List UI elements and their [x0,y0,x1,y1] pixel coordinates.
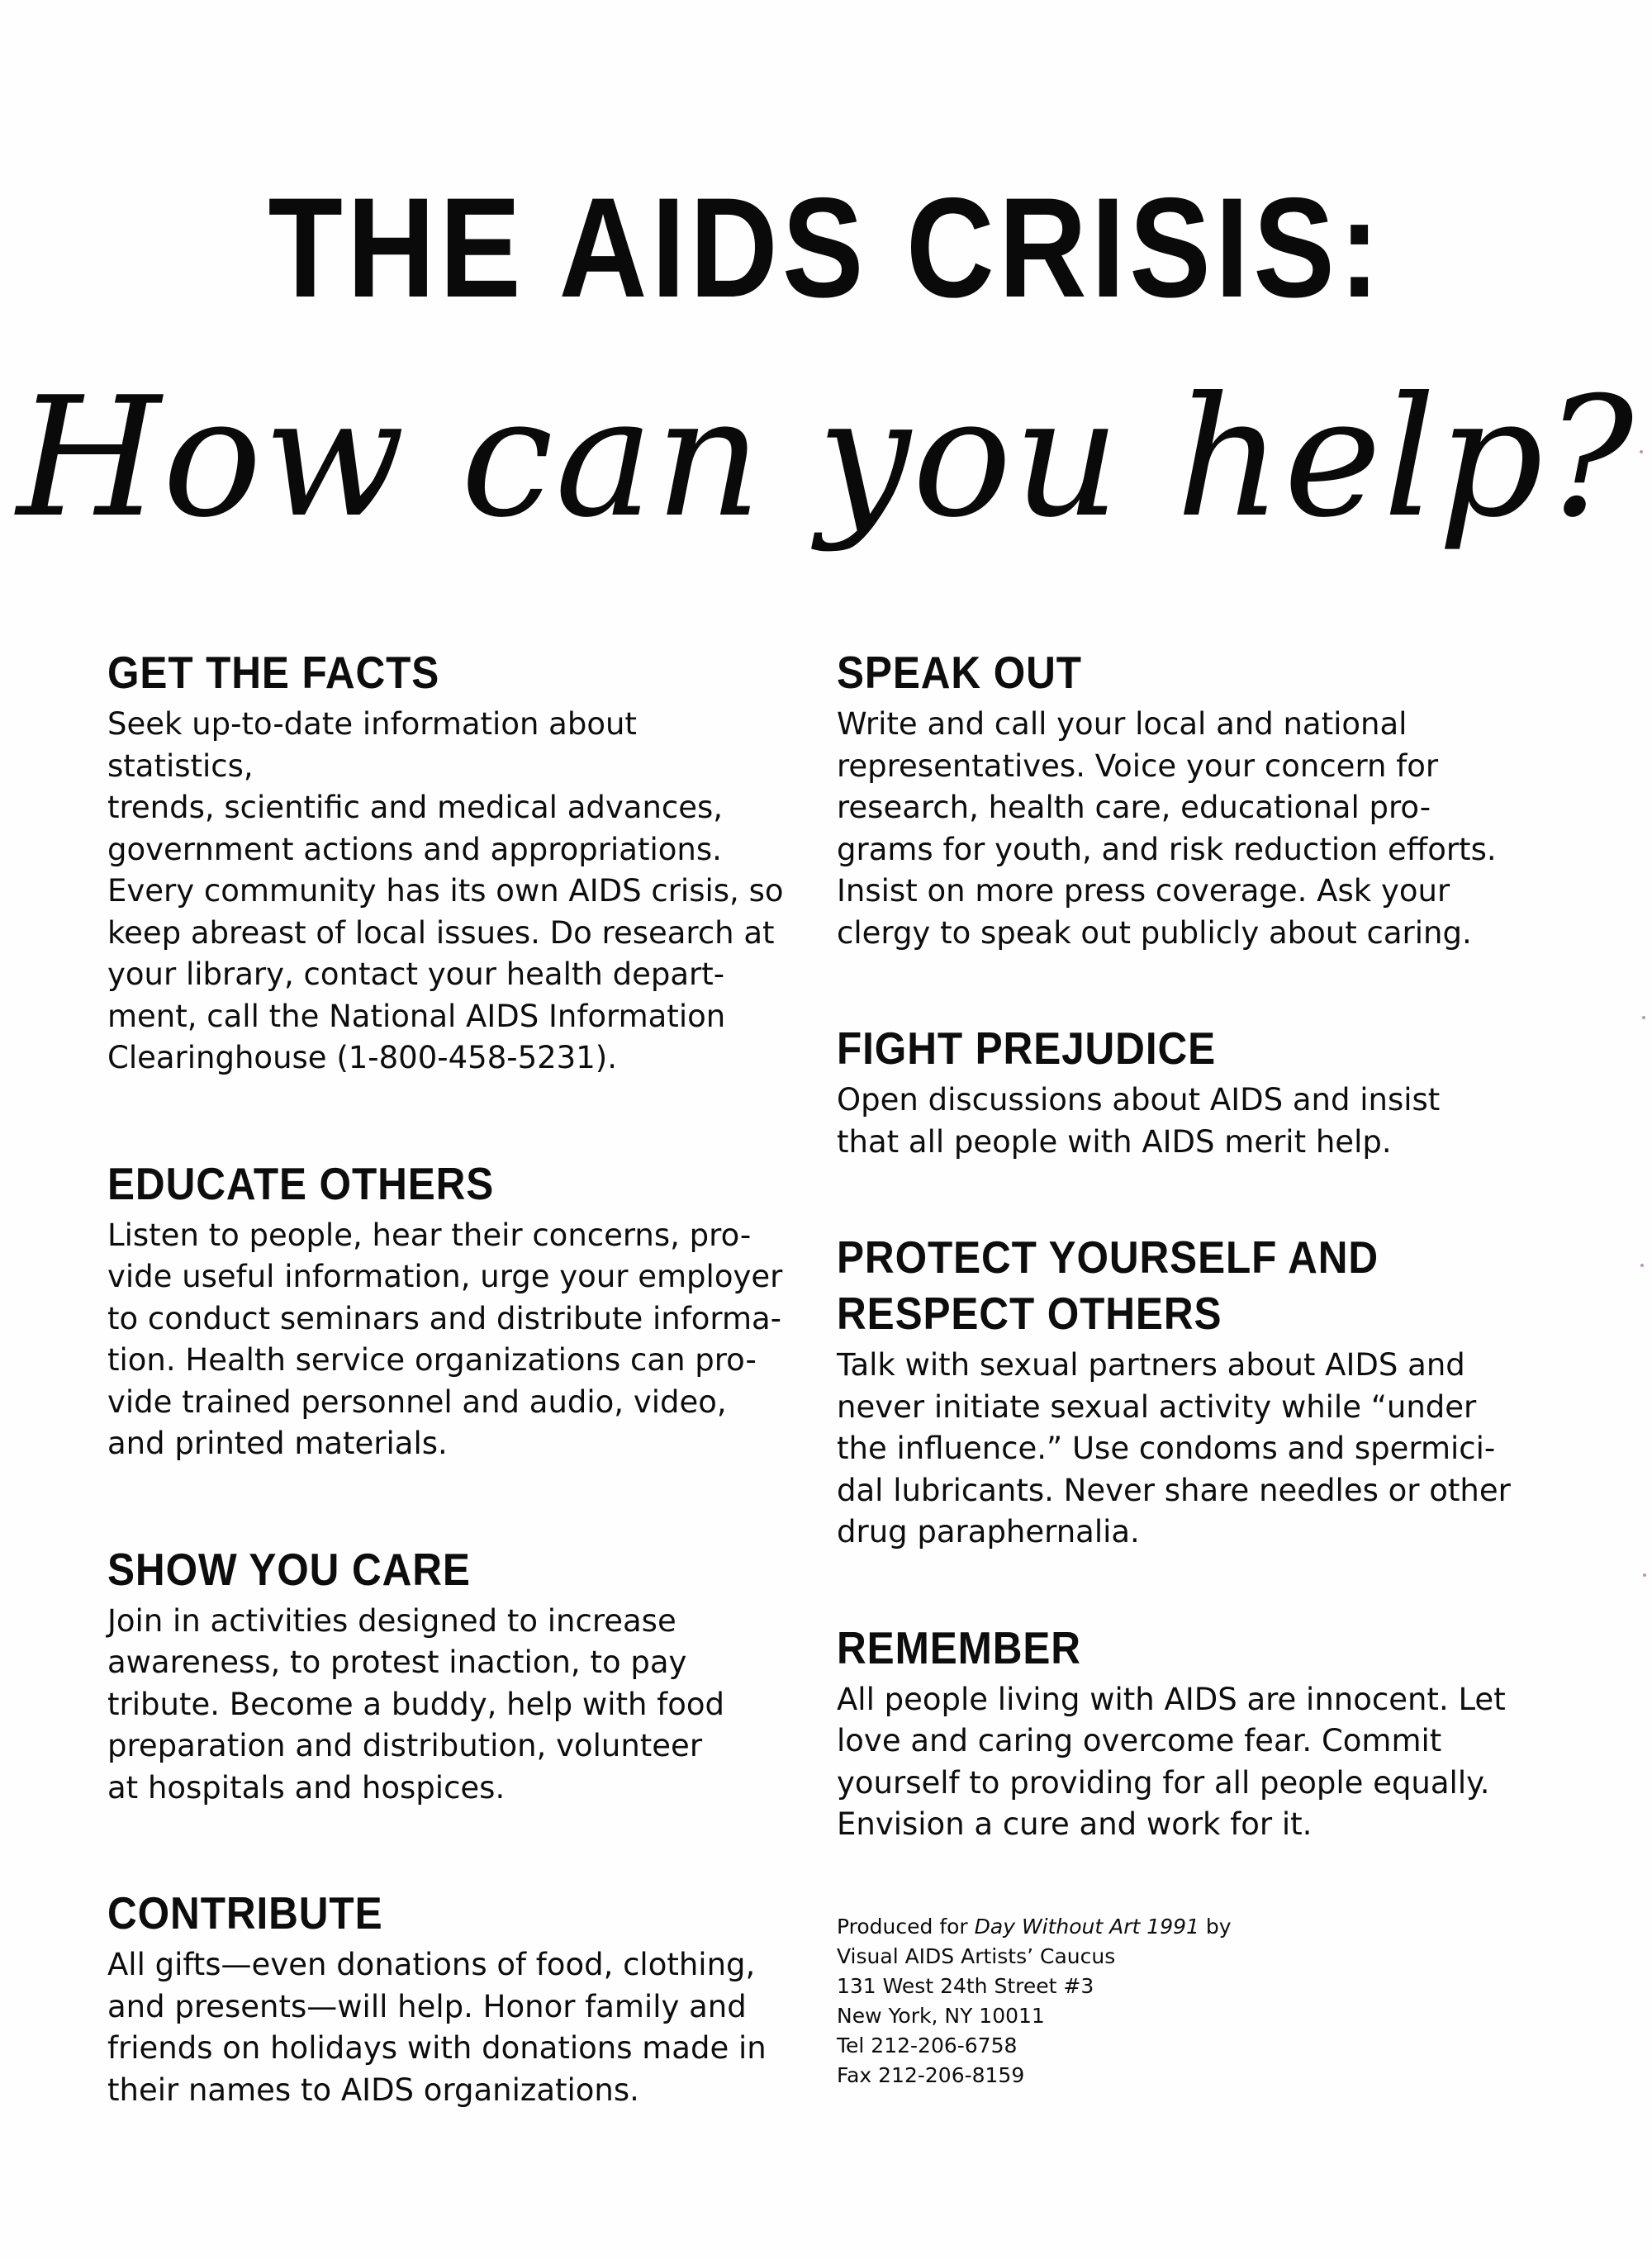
credits-produced-suffix: by [1199,1914,1232,1939]
section-get-the-facts [107,644,785,1080]
credits-event: Day Without Art 1991 [974,1914,1199,1939]
section-heading: GET THE FACTS [107,647,440,698]
credits-fax: Fax 212-206-8159 [837,2062,1025,2087]
credits-city: New York, NY 10011 [837,2003,1045,2028]
scan-speck [1640,1264,1644,1267]
page-subtitle: How can you help? [17,362,1635,554]
section-body: Talk with sexual partners about AIDS and never initiate sexual activity while “under the influence.” Use condoms and spermici- dal lubricants. Never share needles or other drug paraphernalia. [837,1347,1511,1550]
section-heading: PROTECT YOURSELF AND RESPECT OTHERS [837,1232,1379,1339]
scan-speck [1643,1573,1646,1577]
scan-speck [1640,450,1643,453]
section-protect-yourself [837,1229,1531,1554]
section-body: All people living with AIDS are innocent. Let love and caring overcome fear. Commit yourself to providing for all people equally. Envision a cure and work for it. [837,1681,1506,1842]
credits-street: 131 West 24th Street #3 [837,1973,1094,1998]
section-body: Join in activities designed to increase awareness, to protest inaction, to pay tribute. Become a buddy, help with food preparation and distribution, volunteer at hospitals and hospices. [107,1602,724,1806]
section-heading: EDUCATE OTHERS [107,1157,495,1209]
section-body: All gifts—even donations of food, clothing, and presents—will help. Honor family and friends on holidays with donations made in their names to AIDS organizations. [107,1947,767,2108]
section-educate-others [107,1156,785,1465]
section-heading: CONTRIBUTE [107,1887,383,1939]
section-speak-out [837,644,1531,954]
credits-tel: Tel 212-206-6758 [837,2033,1018,2057]
section-body: Listen to people, hear their concerns, pro- vide useful information, urge your employer to conduct seminars and distribute informa- tion. Health service organizations can pro- vide trained personnel and audio, video, and printed materials. [107,1217,783,1461]
credits-block [837,1912,1531,2091]
section-contribute [107,1885,785,2111]
section-heading: FIGHT PREJUDICE [837,1023,1217,1074]
section-show-you-care [107,1541,785,1810]
credits-produced-line [837,1912,1531,1942]
section-fight-prejudice [837,1020,1531,1163]
section-body: Write and call your local and national representatives. Voice your concern for research, health care, educational pro- grams for youth, and risk reduction efforts. Insist on more press coverage. Ask your clergy to speak out publicly about caring. [837,706,1497,951]
section-body: Seek up-to-date information about statistics, trends, scientific and medical advances, government actions and appropriations. Every community has its own AIDS crisis, so keep abreast of local issues. Do research at your library, contact your health depart- ment, call the National AIDS Information Clearinghouse (1-800-458-5231). [107,706,784,1075]
section-remember [837,1620,1531,1846]
page-title: THE AIDS CRISIS: [268,168,1384,327]
section-body: Open discussions about AIDS and insist that all people with AIDS merit help. [837,1082,1441,1160]
scan-speck [1642,1016,1645,1019]
credits-organization: Visual AIDS Artists’ Caucus [837,1943,1116,1968]
section-heading: SHOW YOU CARE [107,1543,471,1595]
section-heading: SPEAK OUT [837,647,1082,698]
section-heading: REMEMBER [837,1621,1081,1673]
credits-produced-prefix: Produced for [837,1914,975,1939]
left-column [107,644,785,2187]
right-column [837,644,1531,2091]
